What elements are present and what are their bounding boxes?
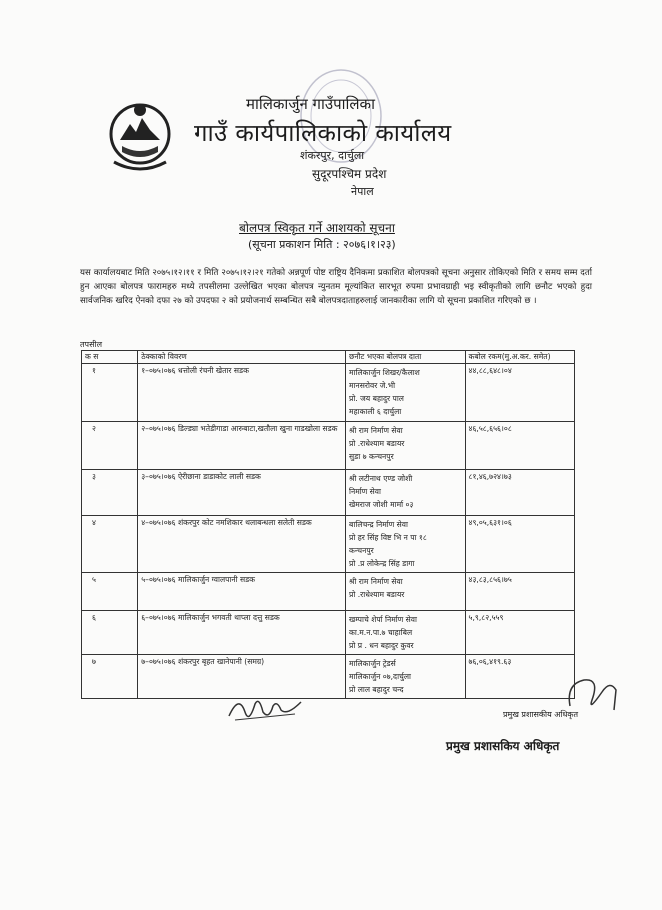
cell-bidder xyxy=(346,470,465,516)
contract-table xyxy=(81,350,575,699)
bidder-line: प्रो .प्र लोकेन्द्र सिंह डागा xyxy=(349,559,415,568)
cell-sn: ६ xyxy=(82,611,138,655)
bidder-line: प्रो. जय बहादुर पाल xyxy=(349,394,404,403)
cell-amount: ७६,०६,४१९.६३ xyxy=(465,655,574,699)
table-row xyxy=(82,422,575,470)
cell-description: १–०७५।०७६ धत्तोली रंचनी खेतार सडक xyxy=(138,364,346,422)
cell-description: ३–०७५।०७६ ऐरीछाना डाडाकोट लाली सडक xyxy=(138,470,346,516)
country: नेपाल xyxy=(351,185,374,198)
bidder-line: बालिचन्द्र निर्माण सेवा xyxy=(349,520,408,529)
official-stamp: प्रमुख प्रशासकिय अधिकृत xyxy=(446,739,560,753)
table-row xyxy=(82,364,575,422)
col-header-description: ठेक्काको विवरण xyxy=(138,351,346,364)
bidder-line: श्री राम निर्माण सेवा xyxy=(349,426,403,435)
signature-scribble-left xyxy=(225,690,305,730)
cell-sn: ४ xyxy=(82,516,138,573)
office-name: गाउँ कार्यपालिकाको कार्यालय xyxy=(194,119,452,147)
notice-subtitle: (सूचना प्रकाशन मिति : २०७६।१।२३) xyxy=(248,238,396,251)
cell-amount: ४९,०५,६३१।०६ xyxy=(465,516,574,573)
col-header-amount: कबोल रकम(मु.अ.कर. समेत) xyxy=(465,351,574,364)
table-row xyxy=(82,611,575,655)
cell-bidder xyxy=(346,364,465,422)
bidder-line: खेमराज जोशी मार्मा ०३ xyxy=(349,500,414,509)
cell-sn: ३ xyxy=(82,470,138,516)
cell-description: ४–०७५।०७६ शंकरपुर कोट नमशिकार थलाबन्धला सलेती सडक xyxy=(138,516,346,573)
bidder-line: प्रो हर सिंह विष्ट भि न पा १८ xyxy=(349,533,427,542)
bidder-line: श्री लटीनाथ एण्ड जोशी xyxy=(349,474,413,483)
cell-amount: ४३,८३,८५६।७५ xyxy=(465,573,574,611)
nepal-emblem-icon xyxy=(108,96,172,178)
cell-amount: ५,९,८२,५५९ xyxy=(465,611,574,655)
bidder-line: प्रो .राधेश्याम बडायर xyxy=(349,439,405,448)
cell-sn: ५ xyxy=(82,573,138,611)
table-row xyxy=(82,573,575,611)
bidder-line: निर्माण सेवा xyxy=(349,487,381,496)
cell-sn: १ xyxy=(82,364,138,422)
bidder-line: मालिकार्जुन ०७,दार्चुला xyxy=(349,672,411,681)
bidder-line: मालिकार्जुन ट्रेडर्स xyxy=(349,659,396,668)
table-caption: तपसील xyxy=(80,340,103,349)
signer-title: प्रमुख प्रशासकीय अधिकृत xyxy=(503,710,579,719)
province: सुदूरपश्चिम प्रदेश xyxy=(312,167,387,181)
cell-bidder xyxy=(346,573,465,611)
bidder-line: प्रो .राधेश्याम बडायर xyxy=(349,590,405,599)
bidder-line: मालिकार्जुन शिखर/कैलाश xyxy=(349,368,420,377)
table-row xyxy=(82,516,575,573)
bidder-line: प्रो प्र . धन बहादुर कुवर xyxy=(349,641,414,650)
table-row xyxy=(82,470,575,516)
bidder-line: श्री राम निर्माण सेवा xyxy=(349,577,403,586)
cell-description: ६–०७५।०७६ मालिकार्जुन भगवती थाप्ला दत्तु सडक xyxy=(138,611,346,655)
cell-description: २–०७५।०७६ डिल्ड्या भतेडीगाडा आरुबाटा,खतौला खुना गाडखोला सडक xyxy=(138,422,346,470)
cell-sn: ७ xyxy=(82,655,138,699)
address: शंकरपुर, दार्चुला xyxy=(300,149,365,162)
cell-description: ७–०७५।०७६ शंकरपुर बृहत खानेपानी (समग्र) xyxy=(138,655,346,699)
cell-bidder xyxy=(346,422,465,470)
col-header-bidder: छनौट भएका बोलपत्र दाता xyxy=(346,351,465,364)
notice-body: यस कार्यालयबाट मिति २०७५।१२।११ र मिति २०७५।१२।२१ गतेको अन्नपूर्ण पोष्ट राष्ट्रिय दैनिकमा प्रकाशित बोलपत्रको सूचना अनुसार तोकिएको मिति र समय सम्म दर्ता हुन आएका बोलपत्र फारामहरु मध्ये तपसीलमा उल्लेखित भएका बोलपत्र न्युनतम मूल्यांकित सारभूत रुपमा प्रभावग्राही भइ स्वीकृतीको लागि छनौट भएको हुदा सार्वजनिक खरिद ऐनको दफा २७ को उपदफा २ को प्रयोजनार्थ सम्बन्धित सबै बोलपत्रदाताहरुलाई जानकारीका लागि यो सूचना प्रकाशित गरिएको छ । xyxy=(80,268,592,306)
cell-amount: ४४,८८,६४८।०४ xyxy=(465,364,574,422)
table-header-row xyxy=(82,351,575,364)
cell-sn: २ xyxy=(82,422,138,470)
cell-bidder xyxy=(346,611,465,655)
bidder-line: कन्चनपुर xyxy=(349,546,374,555)
cell-amount: ८१,४६,७२४।७३ xyxy=(465,470,574,516)
table-row xyxy=(82,655,575,699)
col-header-sn: क स xyxy=(82,351,138,364)
cell-description: ५–०७५।०७६ मालिकार्जुन ग्वालपानी सडक xyxy=(138,573,346,611)
bidder-line: मानसरोवर जे.भी xyxy=(349,381,396,390)
cell-bidder xyxy=(346,655,465,699)
cell-amount: ४६,५८,६५६।०८ xyxy=(465,422,574,470)
notice-title: बोलपत्र स्विकृत गर्ने आशयको सूचना xyxy=(239,221,395,235)
bidder-line: प्रो लाल बहादुर चन्द xyxy=(349,685,404,694)
cell-bidder xyxy=(346,516,465,573)
bidder-line: महाकाली ६ दार्चुला xyxy=(349,407,402,416)
municipality-name: मालिकार्जुन गाउँपालिका xyxy=(246,95,375,113)
bidder-line: का.म.न.पा.७ चाहाबिल xyxy=(349,628,413,637)
bidder-line: सुडा ७ कन्चनपुर xyxy=(349,452,394,461)
bidder-line: खम्पाचे शेर्पा निर्माण सेवा xyxy=(349,615,417,624)
